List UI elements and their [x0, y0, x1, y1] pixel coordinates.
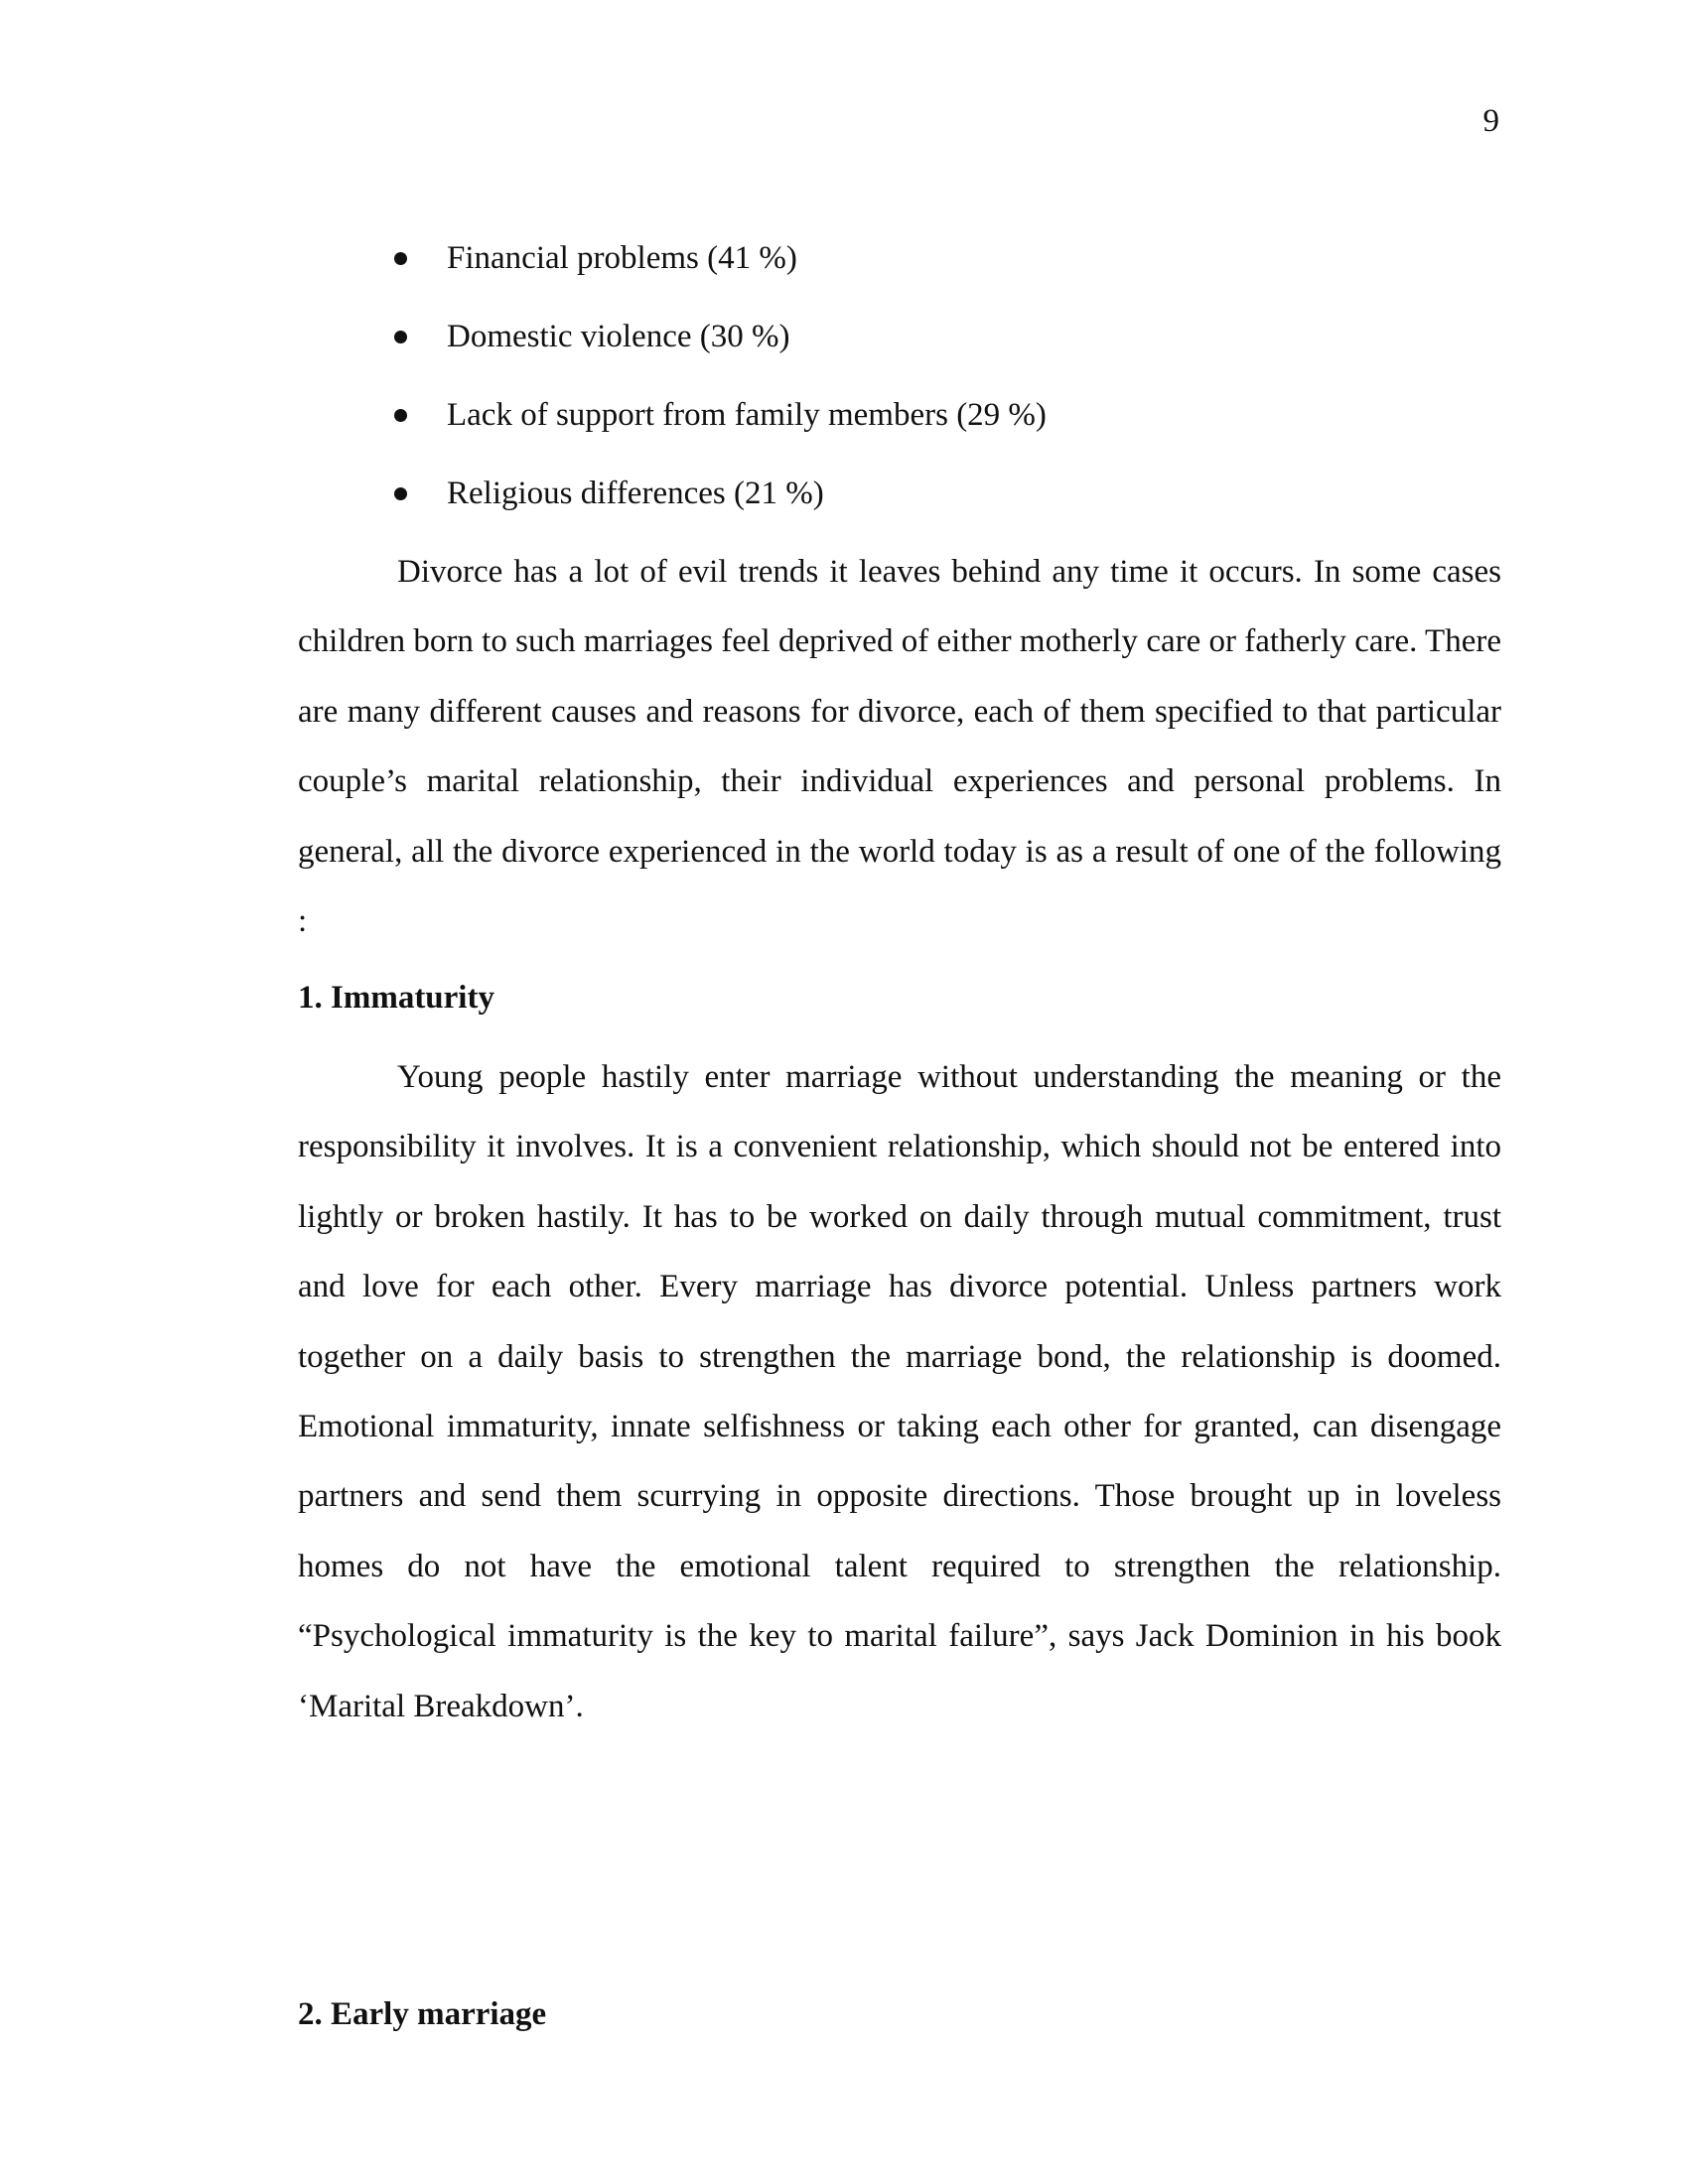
immaturity-paragraph: Young people hastily enter marriage without understanding the meaning or the responsibility it involves. It is a convenient relationship, which should not be entered into lightly or broken hastily. It has to be worked on daily through mutual commitment, trust and love for each other. Every marriage has divorce potential. Unless partners work together on a daily basis to strengthen the marriage bond, the relationship is doomed. Emotional immaturity, innate selfishness or taking each other for granted, can disengage partners and send them scurrying in opposite directions. Those brought up in loveless homes do not have the emotional talent required to strengthen the relationship. “Psychological immaturity is the key to marital failure”, says Jack Dominion in his book ‘Marital Breakdown’. — [298, 1059, 1501, 1724]
bullet-icon — [394, 252, 407, 265]
section-heading-immaturity: 1. Immaturity — [298, 980, 494, 1016]
intro-paragraph: Divorce has a lot of evil trends it leaves behind any time it occurs. In some cases children born to such marriages feel deprived of either motherly care or fatherly care. There are many different causes and reasons for divorce, each of them specified to that particular couple’s marital relationship, their individual experiences and personal problems. In general, all the divorce experienced in the world today is as a result of one of the following : — [298, 554, 1501, 940]
list-item-text: Domestic violence (30 %) — [447, 319, 790, 354]
bullet-icon — [394, 331, 407, 343]
bullet-icon — [394, 409, 407, 422]
list-item-text: Lack of support from family members (29 %) — [447, 397, 1047, 433]
bullet-icon — [394, 487, 407, 500]
section-heading-early-marriage: 2. Early marriage — [298, 1996, 547, 2032]
list-item-text: Religious differences (21 %) — [447, 476, 824, 511]
list-item-text: Financial problems (41 %) — [447, 240, 797, 276]
page-number: 9 — [1482, 103, 1499, 139]
